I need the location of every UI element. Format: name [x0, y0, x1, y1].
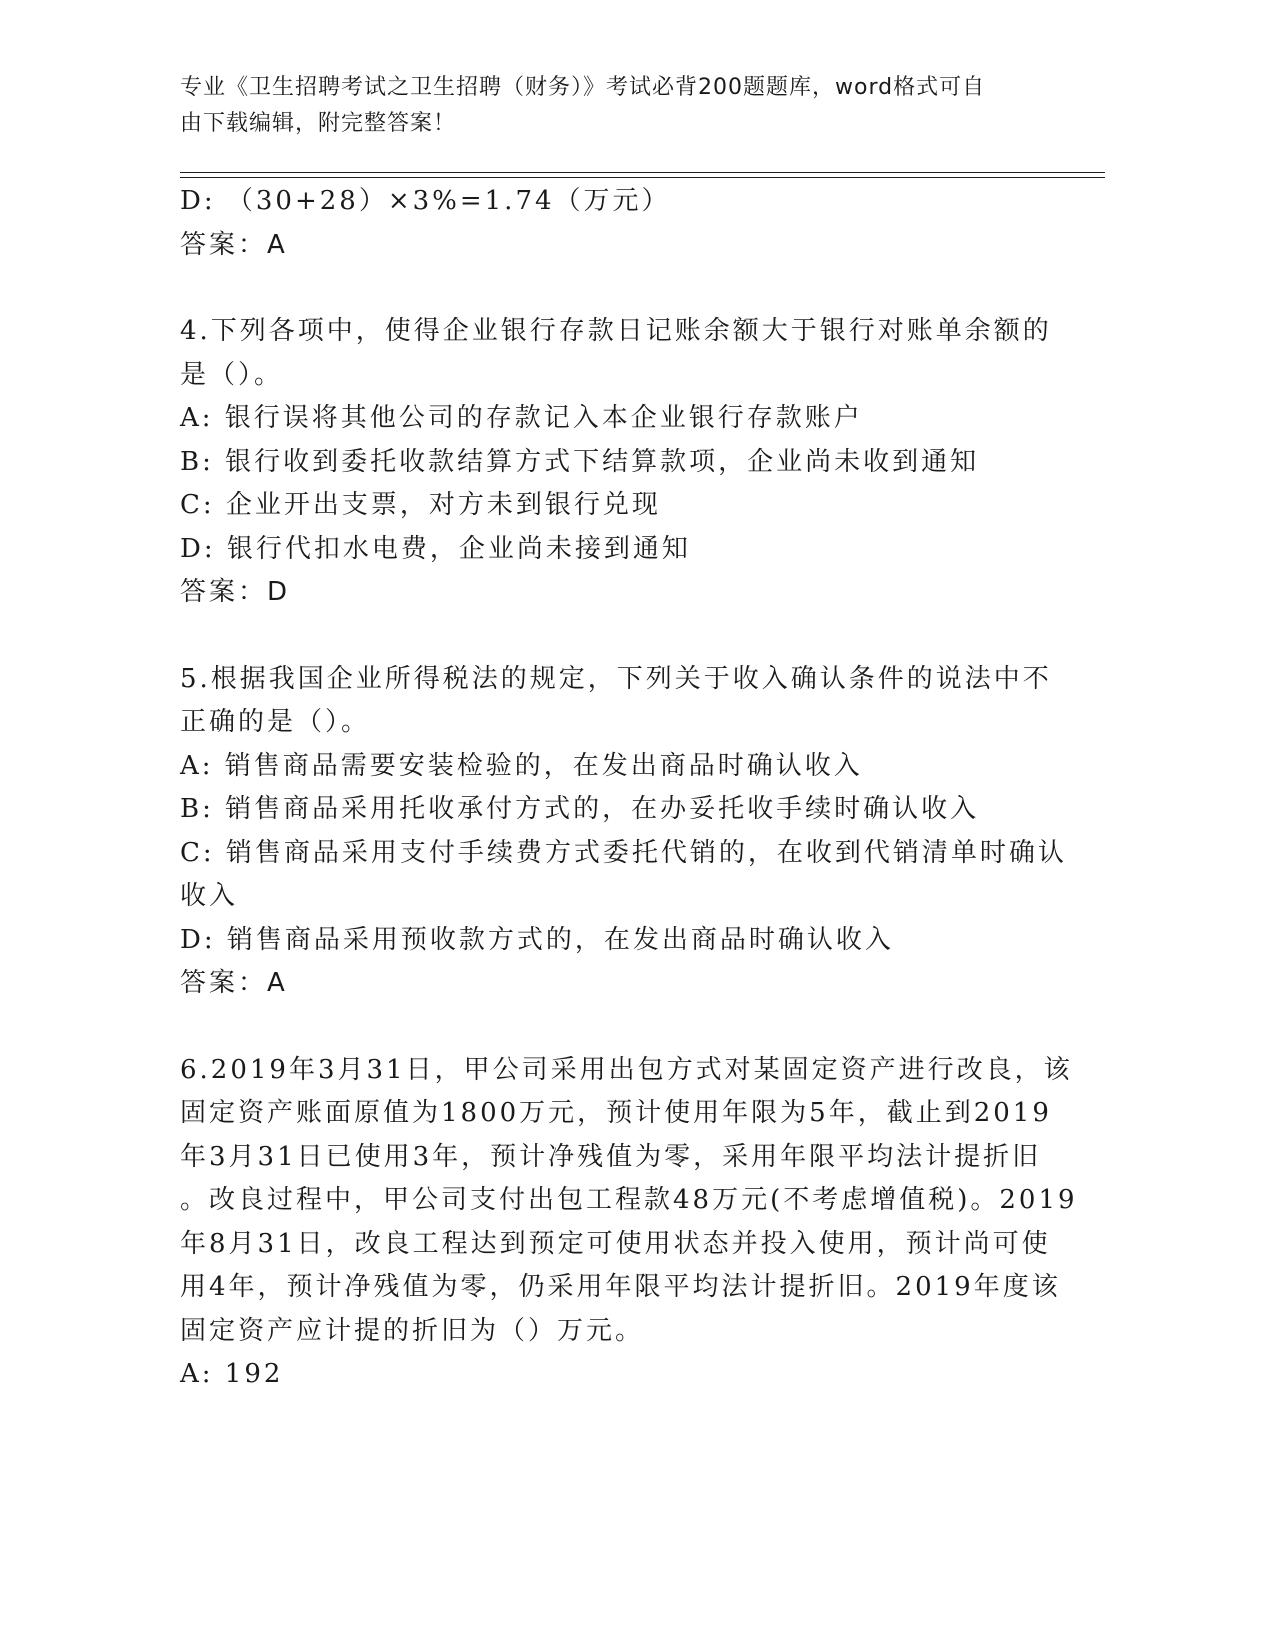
question-4-option-d: D: 银行代扣水电费，企业尚未接到通知 [180, 533, 691, 564]
prev-answer: 答案：A [180, 229, 288, 260]
question-5-answer: 答案：A [180, 968, 288, 998]
question-6-stem-line-1: 6.2019年3月31日，甲公司采用出包方式对某固定资产进行改良，该 [180, 1054, 1073, 1085]
question-5-option-a: A: 销售商品需要安装检验的，在发出商品时确认收入 [180, 750, 863, 781]
header-divider-top [180, 172, 1105, 173]
prev-option-d: D: （30+28）×3%=1.74（万元） [180, 186, 671, 216]
question-4-stem-line-1: 4.下列各项中，使得企业银行存款日记账余额大于银行对账单余额的 [180, 316, 1052, 346]
question-6-stem-line-2: 固定资产账面原值为1800万元，预计使用年限为5年，截止到2019 [180, 1098, 1052, 1128]
spacer [180, 267, 1050, 310]
question-6-stem-line-3: 年3月31日已使用3年，预计净残值为零，采用年限平均法计提折旧 [180, 1141, 1042, 1172]
question-6-option-a: A: 192 [180, 1359, 284, 1389]
question-6-stem-line-5: 年8月31日，改良工程达到预定可使用状态并投入使用，预计尚可使 [180, 1228, 1051, 1259]
question-5-option-d: D: 销售商品采用预收款方式的，在发出商品时确认收入 [180, 924, 894, 955]
question-4-option-a: A: 银行误将其他公司的存款记入本企业银行存款账户 [180, 403, 863, 433]
question-5-option-c-line-1: C: 销售商品采用支付手续费方式委托代销的，在收到代销清单时确认 [180, 837, 1067, 868]
question-4-option-b: B: 银行收到委托收款结算方式下结算款项，企业尚未收到通知 [180, 446, 980, 477]
question-6-stem-line-4: 。改良过程中，甲公司支付出包工程款48万元(不考虑增值税)。2019 [180, 1185, 1078, 1215]
question-5-option-b: B: 销售商品采用托收承付方式的，在办妥托收手续时确认收入 [180, 794, 980, 824]
question-6-stem-line-7: 固定资产应计提的折旧为（）万元。 [180, 1315, 645, 1346]
question-4-option-c: C: 企业开出支票，对方未到银行兑现 [180, 490, 661, 520]
question-6-stem-line-6: 用4年，预计净残值为零，仍采用年限平均法计提折旧。2019年度该 [180, 1272, 1061, 1302]
header-divider-bottom [180, 177, 1105, 178]
question-5 [180, 658, 1067, 1006]
spacer [180, 1006, 1050, 1049]
question-5-option-c-line-2: 收入 [180, 881, 239, 911]
question-4 [180, 310, 1050, 615]
document-body [180, 180, 1078, 1397]
question-6 [180, 1049, 1078, 1397]
question-5-stem-line-1: 5.根据我国企业所得税法的规定，下列关于收入确认条件的说法中不 [180, 663, 1052, 694]
question-5-stem-line-2: 正确的是（）。 [180, 707, 371, 737]
document-header [180, 70, 1040, 142]
header-title-line-2: 由下载编辑，附完整答案！ [180, 111, 457, 136]
question-4-stem-line-2: 是（）。 [180, 359, 284, 390]
header-title-line-1: 专业《卫生招聘考试之卫生招聘（财务）》考试必背200题题库，word格式可自 [180, 75, 986, 100]
spacer [180, 615, 1050, 658]
question-4-answer: 答案：D [180, 577, 291, 607]
